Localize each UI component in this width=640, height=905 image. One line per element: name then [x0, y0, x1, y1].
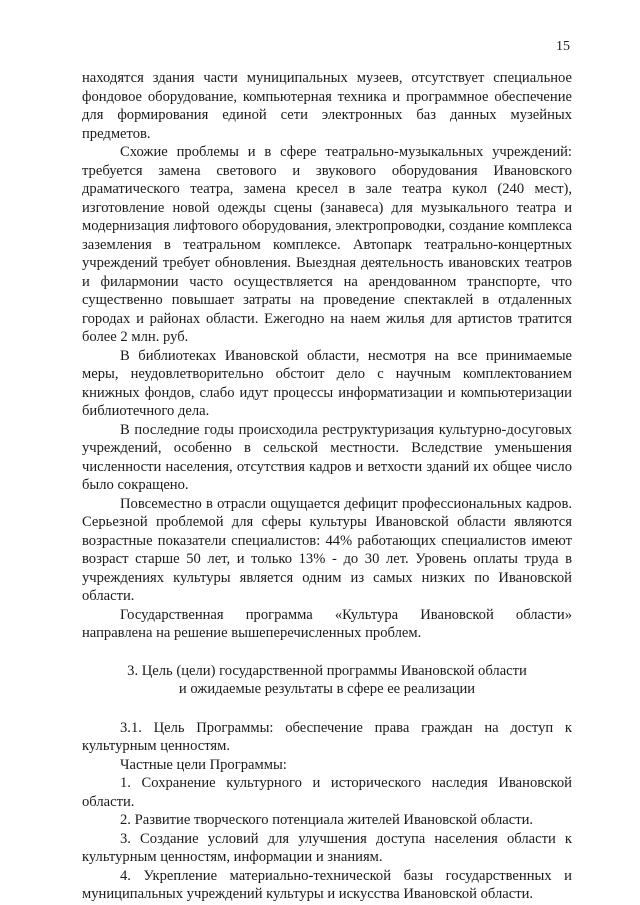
- section-heading: [82, 662, 572, 699]
- paragraph-theatres: Схожие проблемы и в сфере театрально-музыкальных учреждений: требуется замена светового и звукового оборудования Ивановского драматического театра, замена кресел в зале театра кукол (240 мест), изготовление новой одежды сцены (занавеса) для музыкального театра и модернизация лифтового оборудования, электропроводки, создание комплекса заземления в театральном комплексе. Автопарк театрально-концертных учреждений требует обновления. Выездная деятельность ивановских театров и филармонии часто осуществляется на арендованном транспорте, что существенно повышает затраты на проведение спектаклей в отдаленных городах и районах области. Ежегодно на наем жилья для артистов тратится более 2 млн. руб.: [82, 144, 572, 345]
- paragraph-staff-shortage: Повсеместно в отрасли ощущается дефицит профессиональных кадров. Серьезной проблемой для сферы культуры Ивановской области являются возрастные показатели специалистов: 44% работающих специалистов имеют возраст старше 50 лет, и только 13% - до 30 лет. Уровень оплаты труда в учреждениях культуры является одним из самых низких по Ивановской области.: [82, 495, 572, 604]
- section-heading-line-1: 3. Цель (цели) государственной программы Ивановской области: [127, 662, 527, 679]
- list-item-goal-1: 1. Сохранение культурного и исторического наследия Ивановской области.: [82, 775, 572, 810]
- list-item-goal-3: 3. Создание условий для улучшения доступа населения области к культурным ценностям, информации и знаниям.: [82, 830, 572, 865]
- paragraph-sub-goals-label: Частные цели Программы:: [120, 756, 287, 773]
- document-body: [82, 69, 572, 904]
- paragraph-museums-continued: находятся здания части муниципальных музеев, отсутствует специальное фондовое оборудование, компьютерная техника и программное обеспечение для формирования единой сети электронных баз данных музейных предметов.: [82, 70, 572, 142]
- paragraph-libraries: В библиотеках Ивановской области, несмотря на все принимаемые меры, неудовлетворительно обстоит дело с научным комплектованием книжных фондов, слабо идут процессы информатизации и компьютеризации библиотечного дела.: [82, 347, 572, 419]
- list-item-goal-2: 2. Развитие творческого потенциала жителей Ивановской области.: [120, 812, 534, 828]
- paragraph-leisure-institutions: В последние годы происходила реструктуризация культурно-досуговых учреждений, особенно в сельской местности. Вследствие уменьшения численности населения, отсутствия кадров и ветхости зданий их общее число было сокращено.: [82, 421, 572, 493]
- list-item-goal-4: 4. Укрепление материально-технической базы государственных и муниципальных учреждений культуры и искусства Ивановской области.: [82, 867, 572, 902]
- paragraph-program-goal: 3.1. Цель Программы: обеспечение права граждан на доступ к культурным ценностям.: [82, 719, 572, 754]
- section-heading-line-2: и ожидаемые результаты в сфере ее реализации: [178, 681, 476, 697]
- paragraph-program-purpose: Государственная программа «Культура Ивановской области» направлена на решение вышеперечисленных проблем.: [82, 606, 572, 641]
- page-number: 15: [556, 39, 570, 54]
